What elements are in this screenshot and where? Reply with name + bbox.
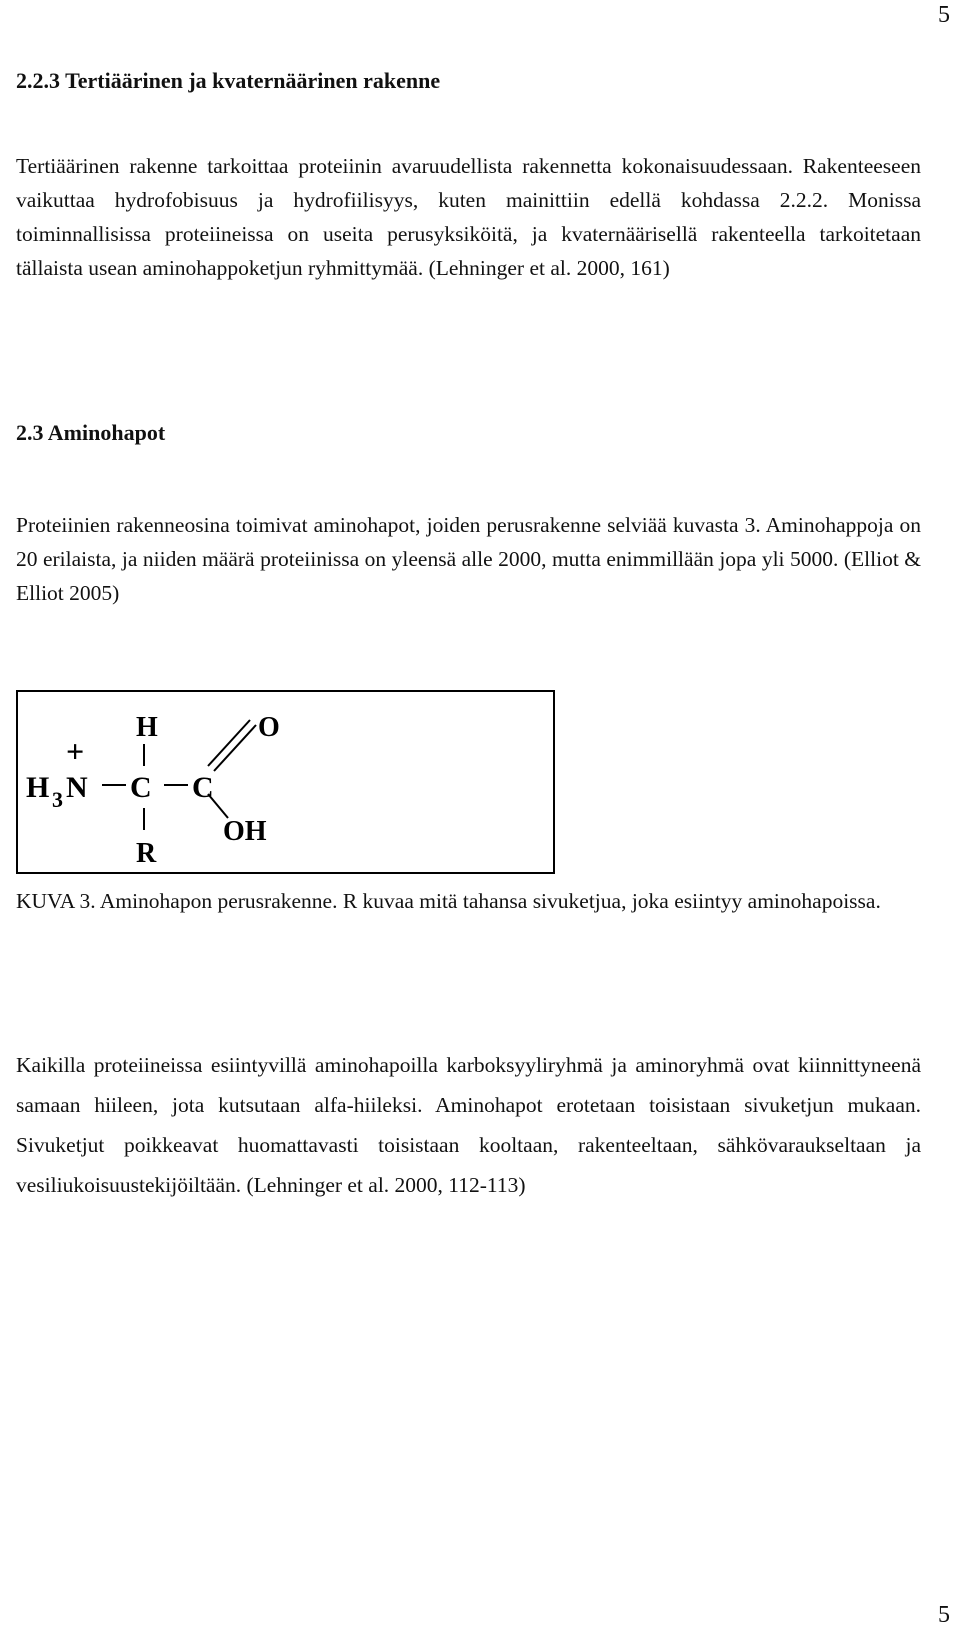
atom-n: N — [66, 771, 88, 804]
bond-c-o-double-1 — [208, 720, 250, 766]
charge-plus: + — [66, 733, 85, 769]
atom-r: R — [136, 838, 157, 869]
atom-oh: OH — [223, 816, 267, 847]
paragraph-amino-acids: Proteiinien rakenneosina toimivat aminohapot, joiden perusrakenne selviää kuvasta 3. Aminohappoja on 20 erilaista, ja niiden määrä proteiinissa on yleensä alle 2000, mutta enimmillään jopa yli 5000. (Elliot & Elliot 2005) — [16, 513, 921, 605]
atom-c-alpha: C — [130, 771, 152, 804]
page-number-top: 5 — [938, 2, 950, 28]
bond-c-oh — [208, 794, 228, 818]
bond-c-o-double-2 — [214, 725, 256, 771]
page-number-bottom: 5 — [938, 1602, 950, 1628]
paragraph-alpha-carbon: Kaikilla proteiineissa esiintyvillä aminohapoilla karboksyyliryhmä ja aminoryhmä ovat kiinnittyneenä samaan hiileen, jota kutsutaan alfa-hiileksi. Aminohapot erotetaan toisistaan sivuketjun mukaan. Sivuketjut poikkeavat huomattavasti toisistaan kooltaan, rakenteeltaan, sähkövaraukseltaan ja vesiliukoisuustekijöiltään. (Lehninger et al. 2000, 112-113) — [16, 1053, 921, 1197]
section-heading-2-3: 2.3 Aminohapot — [16, 420, 166, 445]
atom-o-top: O — [258, 712, 280, 743]
atom-h-top: H — [136, 712, 158, 743]
atom-h3: H — [26, 771, 50, 804]
paragraph-tertiary-structure: Tertiäärinen rakenne tarkoittaa proteiinin avaruudellista rakennetta kokonaisuudessaan. Rakenteeseen vaikuttaa hydrofobisuus ja hydrofiilisyys, kuten mainittiin edellä kohdassa 2.2.2. Monissa toiminnallisissa proteiineissa on useita perusyksiköitä, ja kvaternäärisellä rakenteella tarkoitetaan tällaista usean aminohappoketjun ryhmittymää. (Lehninger et al. 2000, 161) — [16, 154, 921, 280]
atom-c-carboxyl: C — [192, 771, 214, 804]
atom-h3-subscript: 3 — [52, 787, 63, 812]
section-heading-2-2-3: 2.2.3 Tertiäärinen ja kvaternäärinen rakenne — [16, 68, 441, 93]
figure-caption: KUVA 3. Aminohapon perusrakenne. R kuvaa mitä tahansa sivuketjua, joka esiintyy aminohapoissa. — [16, 889, 881, 913]
amino-acid-figure — [16, 690, 555, 874]
amino-acid-structure-diagram — [18, 692, 553, 872]
bond-lines — [102, 720, 256, 830]
